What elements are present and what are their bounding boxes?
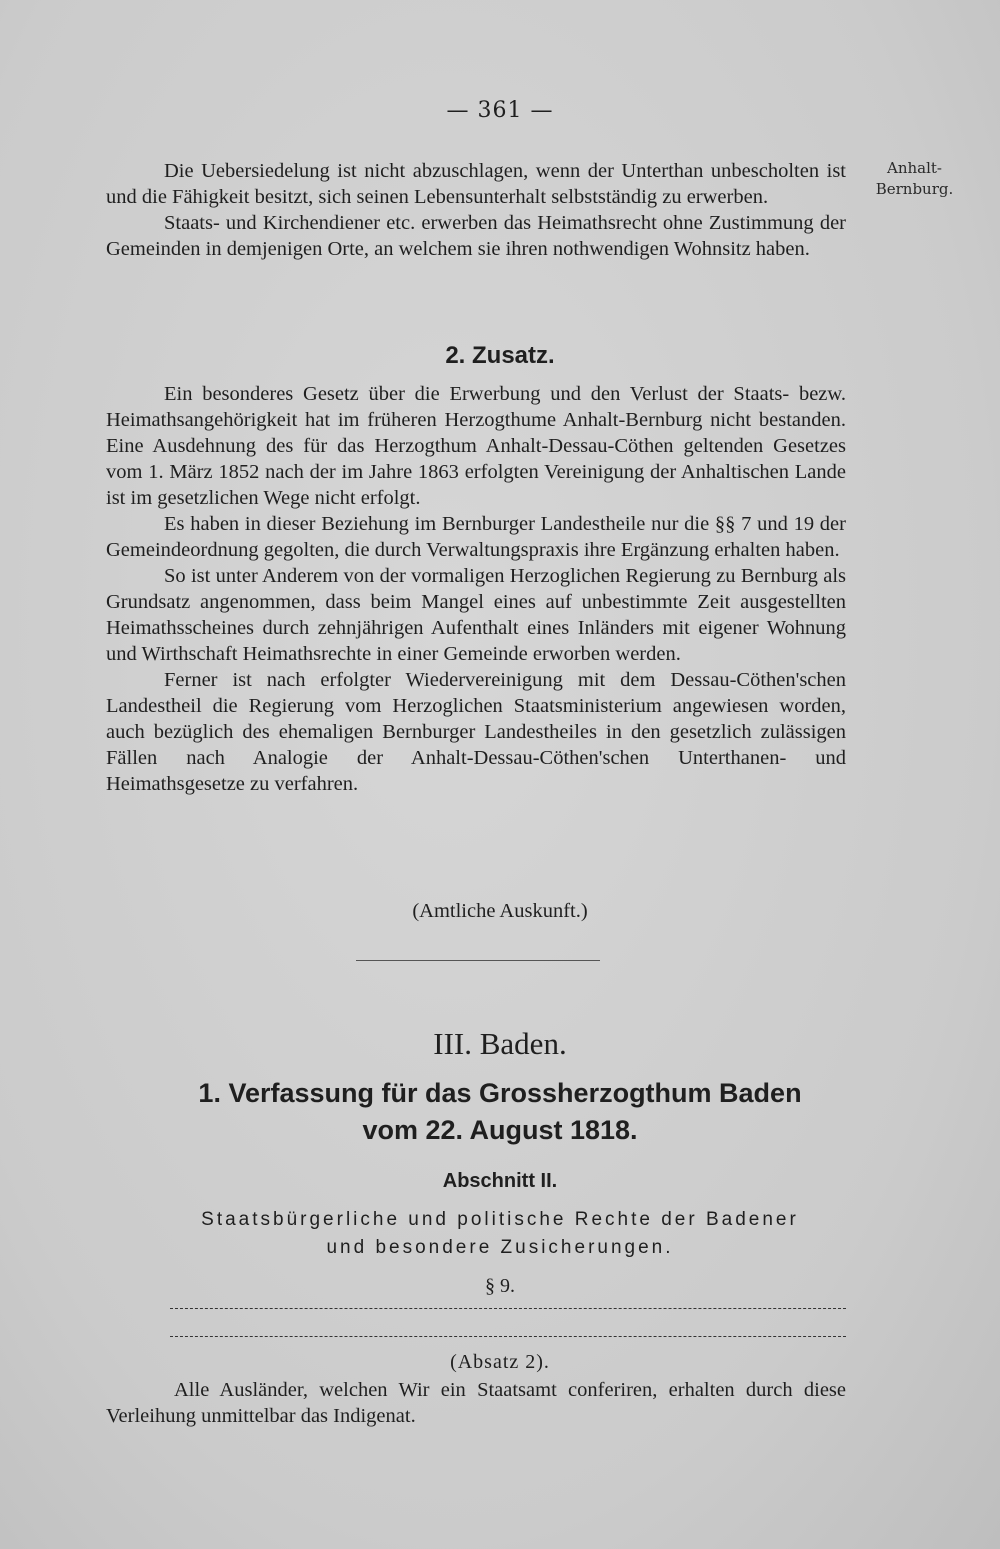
margin-note-line-2: Bernburg.: [875, 180, 954, 198]
abschnitt-heading: Abschnitt II.: [442, 1170, 558, 1192]
paragraph: Die Uebersiedelung ist nicht abzuschlagen, wenn der Unterthan unbescholten ist und die Fähigkeit besitzt, sich seinen Lebensunterhalt selbstständig zu erwerben.: [106, 160, 846, 208]
zusatz-heading: 2. Zusatz.: [445, 342, 555, 369]
section-2-text: [106, 381, 846, 797]
law-title-line-2: vom 22. August 1818.: [362, 1115, 638, 1145]
omission-line: [170, 1336, 846, 1337]
final-text: [106, 1377, 846, 1429]
state-heading: III. Baden.: [433, 1026, 567, 1061]
page-number: — 361 —: [446, 98, 554, 123]
absatz-label: (Absatz 2).: [450, 1351, 550, 1373]
source-note: (Amtliche Auskunft.): [412, 900, 588, 922]
omission-line: [170, 1308, 846, 1309]
abschnitt-title-line-1: Staatsbürgerliche und politische Rechte der Badener: [201, 1209, 799, 1230]
law-title-line-1: 1. Verfassung für das Grossherzogthum Baden: [198, 1078, 802, 1108]
section-divider: [356, 960, 600, 961]
section-1-text: [106, 158, 846, 262]
paragraph: Staats- und Kirchendiener etc. erwerben das Heimathsrecht ohne Zustimmung der Gemeinden in demjenigen Orte, an welchem sie ihren nothwendigen Wohnsitz haben.: [106, 212, 846, 260]
paragraph: Es haben in dieser Beziehung im Bernburger Landestheile nur die §§ 7 und 19 der Gemeindeordnung gegolten, die durch Verwaltungspraxis ihre Ergänzung erhalten haben.: [106, 513, 846, 561]
abschnitt-title-line-2: und besondere Zusicherungen.: [326, 1237, 674, 1258]
margin-note-line-1: Anhalt-: [887, 159, 942, 177]
paragraph: So ist unter Anderem von der vormaligen Herzoglichen Regierung zu Bernburg als Grundsatz angenommen, dass beim Mangel eines auf unbestimmte Zeit ausgestellten Heimathsscheines durch zehnjährigen Aufenthalt eines Inländers mit eigener Wohnung und Wirthschaft Heimathsrechte in einer Gemeinde erworben werden.: [106, 565, 846, 665]
margin-note: [862, 158, 967, 200]
paragraph: Ferner ist nach erfolgter Wiedervereinigung mit dem Dessau-Cöthen'schen Landestheil die Regierung vom Herzoglichen Staatsministerium angewiesen worden, auch bezüglich des ehemaligen Bernburger Landestheiles in den gesetzlich zulässigen Fällen nach Analogie der Anhalt-Dessau-Cöthen'schen Unterthanen- und Heimathsgesetze zu verfahren.: [106, 669, 846, 795]
paragraph-sign: § 9.: [485, 1275, 515, 1297]
paragraph: Ein besonderes Gesetz über die Erwerbung und den Verlust der Staats- bezw. Heimathsangehörigkeit hat im früheren Herzogthume Anhalt-Bernburg nicht bestanden. Eine Ausdehnung des für das Herzogthum Anhalt-Dessau-Cöthen geltenden Gesetzes vom 1. März 1852 nach der im Jahre 1863 erfolgten Vereinigung der Anhaltischen Lande ist im gesetzlichen Wege nicht erfolgt.: [106, 383, 846, 509]
paragraph: Alle Ausländer, welchen Wir ein Staatsamt conferiren, erhalten durch diese Verleihung unmittelbar das Indigenat.: [106, 1379, 846, 1427]
